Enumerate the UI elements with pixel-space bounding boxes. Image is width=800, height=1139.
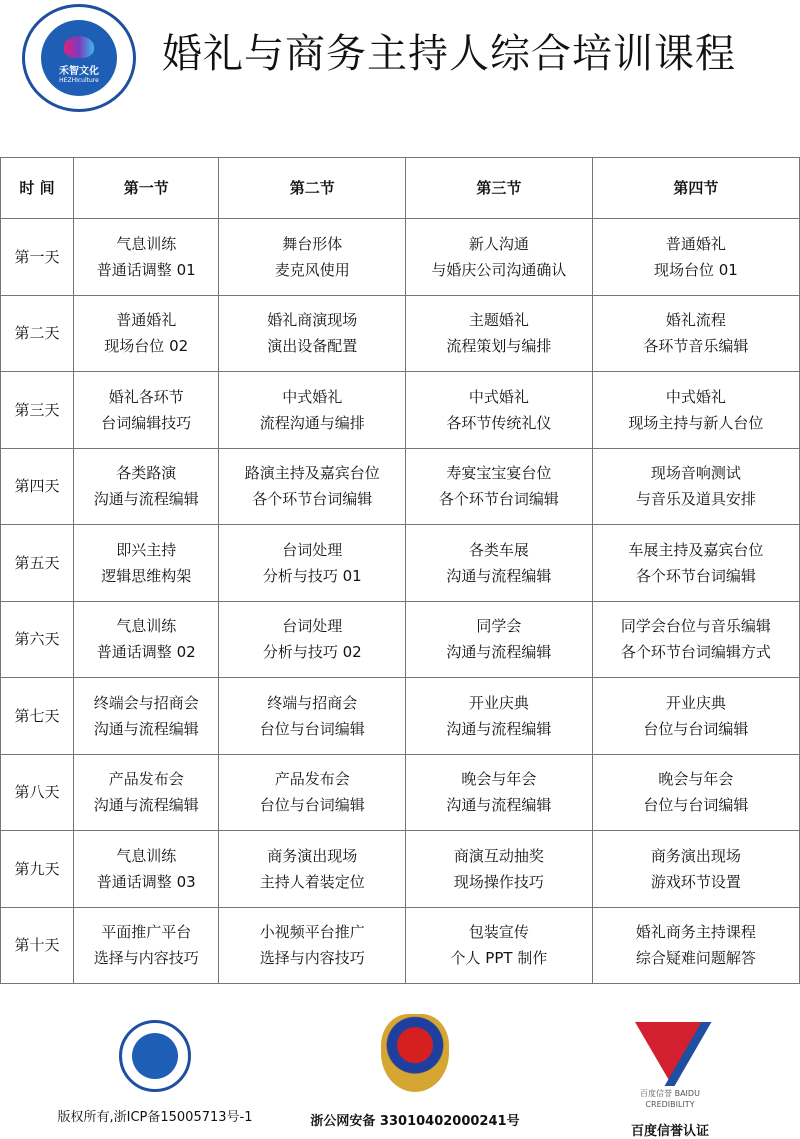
session-line: 沟通与流程编辑 — [446, 796, 552, 815]
column-header: 时 间 — [1, 158, 74, 219]
day-cell: 第一天 — [1, 219, 74, 296]
session-line: 普通婚礼 — [665, 234, 726, 253]
session-line: 同学会 — [476, 617, 522, 636]
session-line: 即兴主持 — [116, 540, 177, 559]
table-row — [1, 831, 800, 908]
schedule-table — [0, 157, 800, 984]
day-cell: 第二天 — [1, 295, 74, 372]
session-cell — [219, 831, 406, 908]
session-cell — [406, 907, 593, 984]
session-line: 现场操作技巧 — [453, 872, 544, 891]
session-line: 台位与台词编辑 — [643, 796, 749, 815]
session-cell — [74, 448, 219, 525]
session-line: 各个环节台词编辑 — [252, 490, 373, 509]
session-line: 流程策划与编排 — [446, 337, 552, 356]
session-cell — [592, 372, 799, 449]
session-cell — [406, 219, 593, 296]
column-header: 第三节 — [406, 158, 593, 219]
session-line: 台位与台词编辑 — [643, 719, 749, 738]
session-cell — [219, 678, 406, 755]
session-cell — [219, 372, 406, 449]
icp-text: 版权所有,浙ICP备15005713号-1 — [57, 1110, 253, 1125]
table-row — [1, 525, 800, 602]
session-line: 舞台形体 — [282, 234, 343, 253]
session-line: 主持人着装定位 — [259, 872, 365, 891]
table-row — [1, 907, 800, 984]
session-line: 中式婚礼 — [282, 387, 343, 406]
session-cell — [219, 525, 406, 602]
session-line: 平面推广平台 — [101, 923, 192, 942]
session-line: 普通话调整 01 — [96, 260, 196, 279]
session-cell — [74, 678, 219, 755]
session-line: 台词编辑技巧 — [101, 413, 192, 432]
session-line: 婚礼流程 — [665, 311, 726, 330]
session-cell — [406, 754, 593, 831]
session-cell — [406, 601, 593, 678]
session-line: 终端与招商会 — [267, 693, 358, 712]
company-logo-small — [119, 1020, 191, 1092]
day-cell: 第九天 — [1, 831, 74, 908]
session-line: 气息训练 — [116, 234, 177, 253]
session-line: 逻辑思维构架 — [101, 566, 192, 585]
session-line: 分析与技巧 01 — [262, 566, 362, 585]
session-line: 婚礼商演现场 — [267, 311, 358, 330]
baidu-credibility-logo — [635, 1022, 705, 1082]
day-cell: 第八天 — [1, 754, 74, 831]
table-row — [1, 372, 800, 449]
session-cell — [592, 754, 799, 831]
session-cell — [219, 448, 406, 525]
session-cell — [74, 754, 219, 831]
session-line: 寿宴宝宝宴台位 — [446, 464, 552, 483]
page-title: 婚礼与商务主持人综合培训课程 — [162, 31, 736, 77]
session-cell — [74, 295, 219, 372]
session-line: 产品发布会 — [274, 770, 350, 789]
session-cell — [592, 678, 799, 755]
session-line: 路演主持及嘉宾台位 — [244, 464, 380, 483]
session-cell — [74, 601, 219, 678]
session-cell — [219, 601, 406, 678]
table-row — [1, 754, 800, 831]
session-cell — [74, 219, 219, 296]
session-line: 晚会与年会 — [461, 770, 537, 789]
session-line: 现场台位 02 — [104, 337, 189, 356]
day-cell: 第四天 — [1, 448, 74, 525]
session-cell — [406, 372, 593, 449]
session-cell — [219, 219, 406, 296]
day-cell: 第七天 — [1, 678, 74, 755]
session-line: 沟通与流程编辑 — [93, 719, 199, 738]
session-line: 选择与内容技巧 — [259, 949, 365, 968]
session-cell — [406, 525, 593, 602]
session-cell — [219, 295, 406, 372]
session-line: 中式婚礼 — [468, 387, 529, 406]
session-line: 各环节传统礼仪 — [446, 413, 552, 432]
session-line: 婚礼各环节 — [108, 387, 184, 406]
session-line: 晚会与年会 — [658, 770, 734, 789]
baidu-text: 百度信誉认证 — [630, 1124, 709, 1139]
session-line: 各类车展 — [468, 540, 529, 559]
session-cell — [406, 295, 593, 372]
session-line: 麦克风使用 — [274, 260, 350, 279]
session-line: 主题婚礼 — [468, 311, 529, 330]
session-line: 流程沟通与编排 — [259, 413, 365, 432]
session-line: 台词处理 — [282, 540, 343, 559]
session-cell — [592, 219, 799, 296]
session-cell — [74, 831, 219, 908]
session-line: 新人沟通 — [468, 234, 529, 253]
table-row — [1, 601, 800, 678]
session-line: 商演互动抽奖 — [453, 846, 544, 865]
column-header: 第四节 — [592, 158, 799, 219]
column-header: 第一节 — [74, 158, 219, 219]
session-line: 普通话调整 02 — [96, 643, 196, 662]
session-line: 现场主持与新人台位 — [628, 413, 764, 432]
day-cell: 第三天 — [1, 372, 74, 449]
session-cell — [74, 372, 219, 449]
session-cell — [406, 678, 593, 755]
company-logo: 禾智文化 HEZHIculture — [22, 4, 136, 112]
session-line: 选择与内容技巧 — [93, 949, 199, 968]
session-line: 分析与技巧 02 — [262, 643, 362, 662]
session-line: 各环节音乐编辑 — [643, 337, 749, 356]
day-cell: 第五天 — [1, 525, 74, 602]
session-line: 与音乐及道具安排 — [635, 490, 756, 509]
session-line: 商务演出现场 — [267, 846, 358, 865]
session-line: 包装宣传 — [468, 923, 529, 942]
session-line: 中式婚礼 — [665, 387, 726, 406]
footer-baidu — [620, 1022, 720, 1139]
session-line: 车展主持及嘉宾台位 — [628, 540, 764, 559]
session-line: 现场台位 01 — [653, 260, 738, 279]
session-cell — [219, 907, 406, 984]
session-line: 商务演出现场 — [650, 846, 741, 865]
session-cell — [592, 831, 799, 908]
table-row — [1, 678, 800, 755]
session-line: 综合疑难问题解答 — [635, 949, 756, 968]
session-line: 台词处理 — [282, 617, 343, 636]
session-line: 沟通与流程编辑 — [446, 566, 552, 585]
session-line: 小视频平台推广 — [259, 923, 365, 942]
session-cell — [592, 907, 799, 984]
session-cell — [592, 448, 799, 525]
session-line: 沟通与流程编辑 — [93, 796, 199, 815]
session-cell — [592, 525, 799, 602]
session-line: 各类路演 — [116, 464, 177, 483]
session-line: 气息训练 — [116, 617, 177, 636]
session-line: 各个环节台词编辑 — [438, 490, 559, 509]
session-line: 开业庆典 — [665, 693, 726, 712]
session-cell — [592, 601, 799, 678]
day-cell: 第六天 — [1, 601, 74, 678]
session-line: 沟通与流程编辑 — [93, 490, 199, 509]
session-line: 气息训练 — [116, 846, 177, 865]
day-cell: 第十天 — [1, 907, 74, 984]
session-line: 现场音响测试 — [650, 464, 741, 483]
footer-police — [310, 1014, 520, 1129]
session-line: 与婚庆公司沟通确认 — [431, 260, 567, 279]
session-line: 台位与台词编辑 — [259, 719, 365, 738]
session-line: 婚礼商务主持课程 — [635, 923, 756, 942]
police-text: 浙公网安备 33010402000241号 — [310, 1114, 520, 1129]
session-cell — [406, 831, 593, 908]
session-line: 产品发布会 — [108, 770, 184, 789]
session-line: 同学会台位与音乐编辑 — [620, 617, 771, 636]
session-line: 终端会与招商会 — [93, 693, 199, 712]
session-line: 沟通与流程编辑 — [446, 643, 552, 662]
session-line: 普通婚礼 — [116, 311, 177, 330]
session-line: 各个环节台词编辑方式 — [620, 643, 771, 662]
table-row — [1, 219, 800, 296]
session-cell — [74, 525, 219, 602]
session-line: 开业庆典 — [468, 693, 529, 712]
column-header: 第二节 — [219, 158, 406, 219]
session-line: 沟通与流程编辑 — [446, 719, 552, 738]
session-line: 个人 PPT 制作 — [450, 949, 548, 968]
table-row — [1, 295, 800, 372]
footer-copyright — [50, 1020, 260, 1125]
session-line: 游戏环节设置 — [650, 872, 741, 891]
baidu-logo-text: 百度信誉 BAIDU CREDIBILITY — [640, 1089, 700, 1109]
session-line: 普通话调整 03 — [96, 872, 196, 891]
session-line: 台位与台词编辑 — [259, 796, 365, 815]
table-row — [1, 448, 800, 525]
police-badge-icon — [381, 1014, 449, 1092]
session-cell — [219, 754, 406, 831]
session-line: 演出设备配置 — [267, 337, 358, 356]
session-cell — [74, 907, 219, 984]
session-cell — [406, 448, 593, 525]
session-line: 各个环节台词编辑 — [635, 566, 756, 585]
session-cell — [592, 295, 799, 372]
